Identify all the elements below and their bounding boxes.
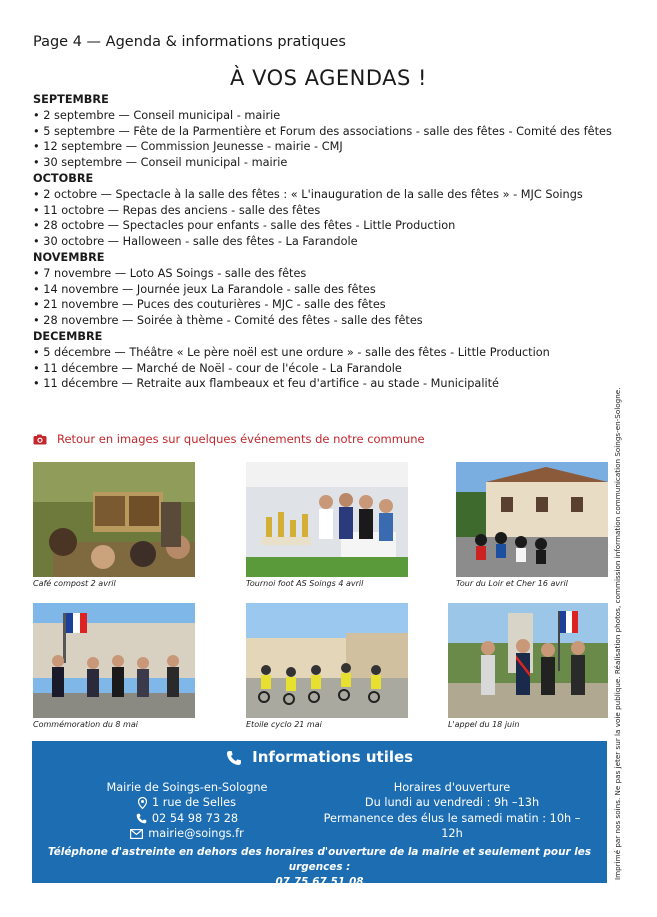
agenda-event: • 2 septembre — Conseil municipal - mairie [33,108,281,122]
phone-icon [226,750,242,766]
month-heading: SEPTEMBRE [33,93,109,106]
contact-block [97,780,277,842]
photos-intro-text: Retour en images sur quelques événements de notre commune [57,432,425,446]
month-block-october [33,171,623,250]
phone-icon [136,813,147,824]
emergency-block [32,845,607,890]
email-address[interactable]: mairie@soings.fr [148,827,244,841]
camera-icon [33,434,47,445]
agenda-event: • 28 octobre — Spectacles pour enfants - salle des fêtes - Little Production [33,219,456,233]
photo-caption: Café compost 2 avril [33,579,116,588]
month-heading: OCTOBRE [33,171,94,185]
garden-photo [33,462,195,577]
info-box [32,741,607,888]
agenda-event: • 30 septembre — Conseil municipal - mairie [33,156,288,170]
phone-number[interactable]: 02 54 98 73 28 [151,811,239,825]
month-block-november [33,250,623,329]
ceremony-photo [33,603,195,718]
info-title-text: Informations utiles [252,748,414,766]
info-title [32,748,607,766]
email-row [97,826,277,841]
phone-row [97,811,277,826]
photo-caption: Etoile cyclo 21 mai [246,720,322,729]
month-block-september [33,92,623,171]
photo-caption: Commémoration du 8 mai [33,720,138,729]
month-heading: DECEMBRE [33,329,103,343]
address-row [97,795,277,810]
address-text: 1 rue de Selles [151,796,237,810]
flag-ceremony-photo [448,603,608,718]
page-header: Page 4 — Agenda & informations pratiques [33,34,346,50]
hours-title: Horaires d'ouverture [393,781,511,794]
agenda-event: • 7 novembre — Loto AS Soings - salle des fêtes [33,266,307,280]
agenda-event: • 11 décembre — Marché de Noël - cour de l'école - La Farandole [33,361,402,375]
agenda-event: • 2 octobre — Spectacle à la salle des fêtes : « L'inauguration de la salle des fêtes » - MJC Soings [33,187,583,201]
location-pin-icon [138,797,147,809]
kids-bikes-photo [246,603,408,718]
agenda-event: • 5 septembre — Fête de la Parmentière et Forum des associations - salle des fêtes - Comité des fêtes [33,124,612,138]
photo-caption: L'appel du 18 juin [448,720,520,729]
trophy-photo [246,462,408,577]
agenda-event: • 28 novembre — Soirée à thème - Comité des fêtes - salle des fêtes [33,314,423,328]
page-title: À VOS AGENDAS ! [230,66,427,90]
agenda-event: • 5 décembre — Théâtre « Le père noël est une ordure » - salle des fêtes - Little Production [33,345,550,359]
photo-caption: Tour du Loir et Cher 16 avril [456,579,568,588]
photo-caption: Tournoi foot AS Soings 4 avril [246,579,364,588]
agenda-event: • 30 octobre — Halloween - salle des fêtes - La Farandole [33,235,358,249]
photos-intro [33,432,425,446]
agenda-event: • 11 décembre — Retraite aux flambeaux et feu d'artifice - au stade - Municipalité [33,377,499,391]
agenda-event: • 14 novembre — Journée jeux La Farandole - salle des fêtes [33,282,376,296]
agenda-event: • 11 octobre — Repas des anciens - salle des fêtes [33,203,321,217]
agenda-event: • 21 novembre — Puces des couturières - MJC - salle des fêtes [33,298,386,312]
hours-block [322,780,582,842]
month-block-december [33,329,623,392]
side-note: Imprimé par nos soins. Ne pas jeter sur la voie publique. Réalisation photos, commission information communication Soings-en-Sologne. [613,387,622,880]
emergency-phone[interactable]: 07.75.67.51.08 [275,876,364,888]
agenda-list [33,92,623,392]
hours-week: Du lundi au vendredi : 9h –13h [364,796,540,810]
agenda-event: • 12 septembre — Commission Jeunesse - mairie - CMJ [33,140,343,154]
hours-saturday: Permanence des élus le samedi matin : 10h –12h [323,811,581,841]
mairie-name: Mairie de Soings-en-Sologne [106,781,268,794]
month-heading: NOVEMBRE [33,250,105,264]
emergency-text: Téléphone d'astreinte en dehors des horaires d'ouverture de la mairie et seulement pour les urgences : [47,846,592,873]
cycling-photo [456,462,608,577]
envelope-icon [130,829,143,839]
